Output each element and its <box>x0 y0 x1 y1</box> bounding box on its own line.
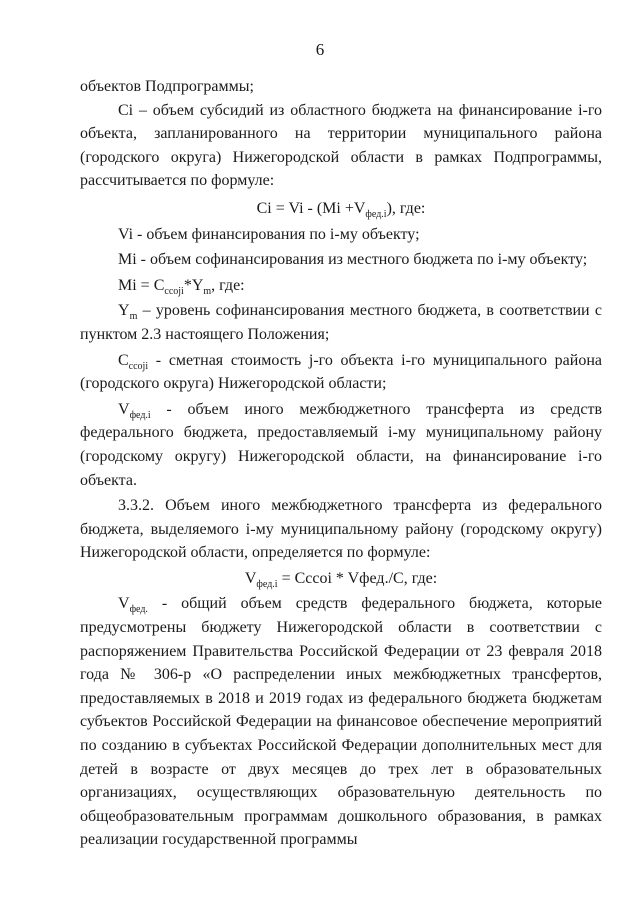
formula-subscript: фед.i <box>256 579 278 591</box>
formula-subscript: m <box>203 285 212 297</box>
formula-text: *Y <box>183 276 204 294</box>
formula-text: ), где: <box>386 199 426 217</box>
definition-text: - объем иного межбюджетного трансферта из средств федерального бюджета, предоставляемый i-му муниципальному району (городскому округу) Нижегородской области, на финансирование i-го объекта. <box>80 400 602 489</box>
paragraph-vfed-definition <box>80 592 602 852</box>
paragraph-vfedi-definition <box>80 398 602 492</box>
definition-text: – уровень софинансирования местного бюджета, в соответствии с пунктом 2.3 настоящего Положения; <box>80 302 602 343</box>
paragraph-mi-definition: Mi - объем софинансирования из местного бюджета по i-му объекту; <box>118 251 588 269</box>
formula-text: V <box>244 569 257 587</box>
formula-subscript: ccoji <box>164 285 184 297</box>
symbol: C <box>118 351 129 369</box>
paragraph-ym-definition <box>80 299 602 346</box>
formula-subscript: фед.i <box>365 209 387 221</box>
paragraph-3-3-2: 3.3.2. Объем иного межбюджетного трансферта из федерального бюджета, выделяемого i-му муниципальному району (городскому округу) Нижегородской области, определяется по формуле: <box>80 497 602 562</box>
paragraph-cccoji-definition <box>80 349 602 396</box>
formula-text: Mi = C <box>118 276 165 294</box>
definition-text: - общий объем средств федерального бюджета, которые предусмотрены бюджету Нижегородской области в соответствии с распоряжением Правительства Российской Федерации от 23 февраля 2018 года № 306-р «О распределении иных межбюджетных трансфертов, предоставляемых в 2018 и 2019 годах из федерального бюджета бюджетам субъектов Российской Федерации на финансовое обеспечение мероприятий по созданию в субъектах Российской Федерации дополнительных мест для детей в возрасте от двух месяцев до трех лет в образовательных организациях, осуществляющих образовательную деятельность по общеобразовательным программам дошкольного образования, в рамках реализации государственной программы <box>80 595 602 849</box>
formula-text: , где: <box>211 276 245 294</box>
text-body <box>80 75 602 852</box>
definition-text: - сметная стоимость j-го объекта i-го муниципального района (городского округа) Нижегородской области; <box>80 351 602 393</box>
formula-vfedi <box>80 567 602 591</box>
symbol: V <box>118 595 130 613</box>
symbol: V <box>118 400 130 418</box>
formula-text: = Cccoi * Vфед./C, где: <box>277 569 438 587</box>
formula-text: Ci = Vi - (Mi +V <box>256 199 366 217</box>
symbol-subscript: фед.i <box>129 409 151 421</box>
symbol: Y <box>118 302 130 320</box>
symbol-subscript: m <box>129 311 138 323</box>
formula-mi <box>80 274 602 298</box>
paragraph-vi-definition: Vi - объем финансирования по i-му объекту; <box>118 225 420 243</box>
symbol-subscript: ccoji <box>128 360 149 372</box>
symbol-subscript: фед. <box>129 604 148 616</box>
paragraph-continuation: объектов Подпрограммы; <box>80 78 254 95</box>
paragraph-ci-definition: Ci – объем субсидий из областного бюджета на финансирование i-го объекта, запланированного на территории муниципального района (городского округа) Нижегородской области в рамках Подпрограммы, рассчитывается по формуле: <box>80 101 602 190</box>
page-number: 6 <box>315 40 325 59</box>
formula-ci <box>80 197 602 221</box>
